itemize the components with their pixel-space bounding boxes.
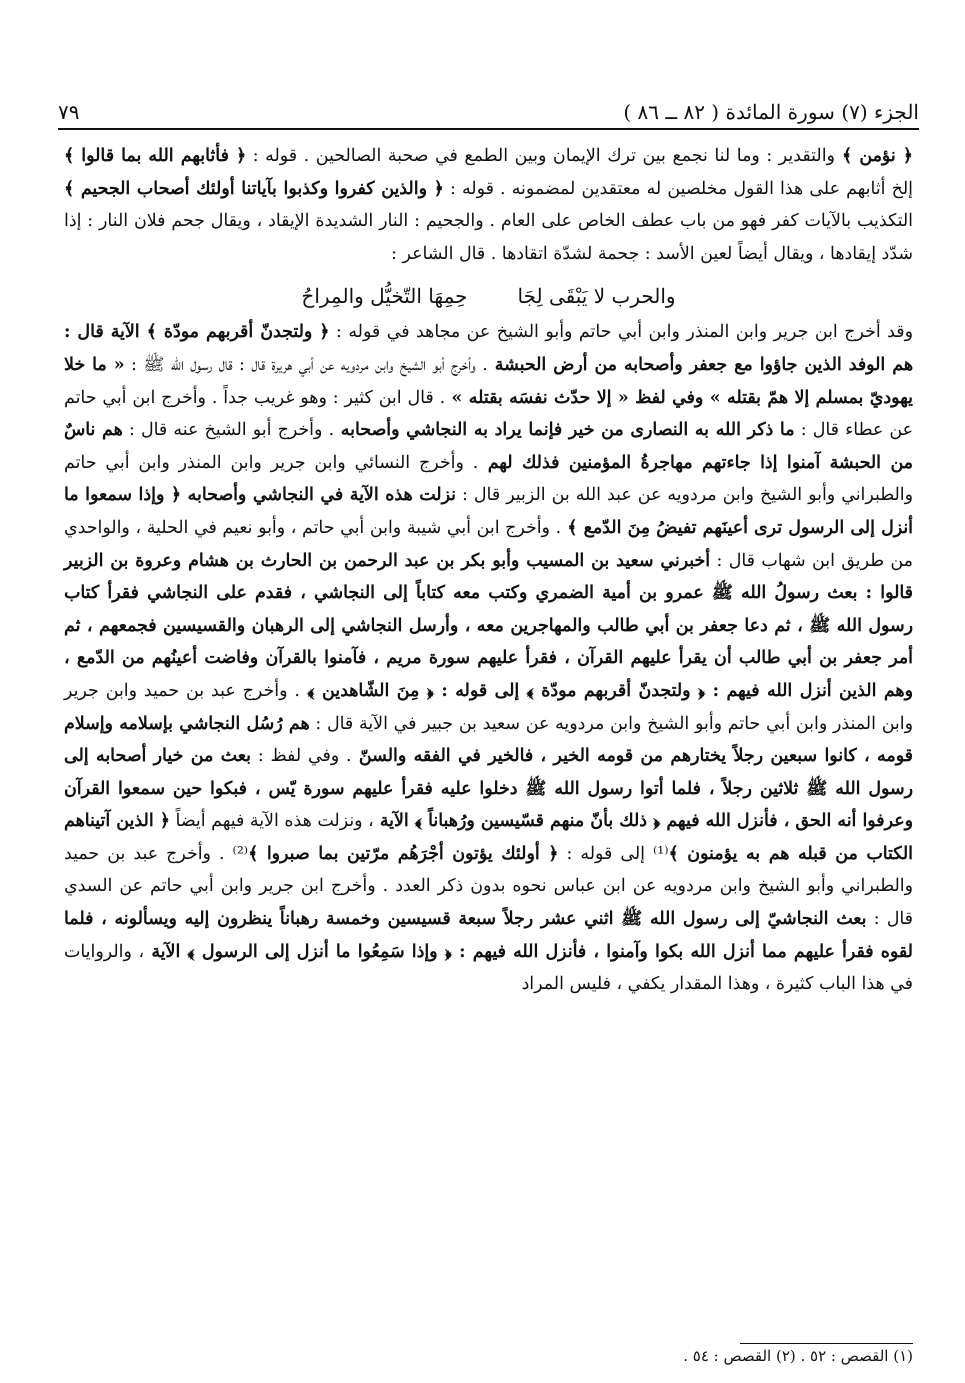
poetry-verse — [64, 276, 913, 316]
text-segment: إلخ أثابهم على هذا القول مخلصين له معتقدين لمضمونه . قوله : — [443, 178, 913, 199]
text-segment: ، والروايات في هذا الباب كثيرة ، وهذا المقدار يكفي ، فليس المراد — [64, 941, 913, 995]
paragraph-2 — [64, 316, 913, 1000]
header-rule — [58, 128, 919, 130]
bold-text-segment: ﴿ الذين آتيناهم الكتاب من قبله هم به يؤمنون ﴾ — [64, 811, 913, 864]
text-segment: التكذيب بالآيات كفر فهو من باب عطف الخاص على العام . والجحيم : النار الشديدة الإيقاد ، ويقال جحم فلان النار : إذا شدّد إيقادها ، ويقال أيضاً لعين الأسد : جحمة لشدّة اتقادها . قال الشاعر : — [64, 211, 913, 264]
page-number: ٧٩ — [58, 100, 80, 124]
verse-hemistich-2: حِمِهَا التّخيُّل والمِراحُ — [301, 284, 468, 309]
footnotes: (١) القصص : ٥٢ . (٢) القصص : ٥٤ . — [683, 1347, 913, 1365]
text-segment: . وفي لفظ : — [250, 746, 352, 767]
text-segment: . وأخرج عبد بن حميد والطبراني وأبو الشيخ وابن مردويه عن ابن عباس نحوه بدون ذكر العدد . وأخرج ابن جرير وابن أبي حاتم عن السدي قال : — [64, 843, 913, 930]
bold-text-segment: ﴿ نؤمن ﴾ — [834, 146, 913, 166]
bold-text-segment: هم ناسٌ من الحبشة آمنوا إذا جاءتهم مهاجرةُ المؤمنين فذلك لهم — [64, 420, 913, 473]
text-segment: ⁽²⁾ — [232, 843, 249, 864]
bold-text-segment: نزلت هذه الآية في النجاشي وأصحابه ﴿ وإذا سمعوا ما أنزل إلى الرسول ترى أعينَهم تفيضُ مِنَ الدّمع ﴾ — [64, 485, 913, 538]
page-header — [58, 92, 919, 124]
text-segment: إلى قوله : — [558, 843, 653, 864]
text-segment: . وأخرج عبد بن حميد وابن جرير وابن المنذر وابن أبي حاتم وأبو الشيخ وابن مردويه عن سعيد بن جبير في الآية قال : — [64, 680, 914, 734]
bold-text-segment: هم رُسُل النجاشي بإسلامه وإسلام قومه ، كانوا سبعين رجلاً يختارهم من قومه الخير ، فالخير في الفقه والسنّ — [64, 713, 913, 767]
text-segment: . وأخرج ابن أبي شيبة وابن أبي حاتم ، وأبو نعيم في الحلية ، والواحدي من طريق ابن شهاب قال : — [64, 517, 913, 571]
bold-text-segment: ﴿ أولئك يؤتون أجْرَهُم مرّتين بما صبروا ﴾ — [248, 843, 559, 864]
bold-text-segment: بعث النجاشيّ إلى رسول الله ﷺ اثني عشر رجلاً سبعة قسيسين وخمسة رهباناً ينظرون إليه ويسألونه ، فلما لقوه فقرأ عليهم مما أنزل الله بكوا وآمنوا ، فأنزل الله فيهم : ﴿ وإذا سَمِعُوا ما أنزل إلى الرسول ﴾ الآية — [64, 909, 913, 962]
verse-hemistich-1: والحرب لا يَبْقَى لِجَا — [517, 284, 676, 309]
text-segment: والتقدير : وما لنا نجمع بين ترك الإيمان وبين الطمع في صحبة الصالحين . قوله : — [246, 146, 835, 166]
running-title: الجزء (٧) سورة المائدة ( ٨٢ ــ ٨٦ ) — [623, 100, 919, 124]
bold-text-segment: ﴿ والذين كفروا وكذبوا بآياتنا أولئك أصحاب الجحيم ﴾ — [64, 178, 444, 199]
text-segment: وقد أخرج ابن جرير وابن المنذر وابن أبي حاتم وأبو الشيخ عن مجاهد في قوله : — [329, 322, 913, 343]
bold-text-segment: « ما خلا يهوديّ بمسلم إلا همّ بقتله » وفي لفظ « إلا حدّث نفسَه بقتله » — [64, 354, 913, 408]
text-segment: ، ونزلت هذه الآية فيهم أيضاً — [169, 811, 374, 832]
commentary-body — [64, 140, 913, 1001]
bold-text-segment: أخبرني سعيد بن المسيب وأبو بكر بن عبد الرحمن بن الحارث بن هشام وعروة بن الزبير قالوا : بعث رسولُ الله ﷺ عمرو بن أمية الضمري وكتب معه كتاباً إلى النجاشي ، فقدم على النجاشي فقرأ كتاب رسول الله ﷺ ، ثم دعا جعفر بن أبي طالب والمهاجرين معه ، وأرسل النجاشي إلى الرهبان والقسيسين فجمعهم ، ثم أمر جعفر بن أبي طالب أن يقرأ عليهم القرآن ، فقرأ عليهم سورة مريم ، فآمنوا بالقرآن وفاضت أعينُهم من الدّمع ، وهم الذين أنزل الله فيهم : ﴿ ولتجدنّ أقربهم مودّة ﴾ إلى قوله : ﴿ مِنَ الشّاهدين ﴾ — [64, 550, 913, 701]
footnote-rule — [740, 1343, 913, 1344]
bold-text-segment: ﴿ ولتجدنّ أقربهم مودّة ﴾ الآية قال : هم الوفد الذين جاؤوا مع جعفر وأصحابه من أرض الحبشة — [64, 322, 913, 375]
text-segment: . وأخرج أبو الشيخ وابن مردويه عن أبي هريرة قال : قال رسول الله ﷺ : — [124, 354, 488, 375]
bold-text-segment: بعث من خيار أصحابه إلى رسول الله ﷺ ثلاثين رجلاً ، فلما أتوا رسول الله ﷺ دخلوا عليه فقرأ عليهم سورة يّس ، فبكوا حين سمعوا القرآن وعرفوا أنه الحق ، فأنزل الله فيهم ﴿ ذلك بأنّ منهم قسّيسين ورُهباناً ﴾ الآية — [64, 746, 913, 832]
paragraph-1 — [64, 140, 913, 270]
bold-text-segment: ﴿ فأثابهم الله بما قالوا ﴾ — [64, 146, 247, 166]
text-segment: ⁽¹⁾ — [652, 843, 669, 864]
text-segment: . وأخرج النسائي وابن جرير وابن المنذر وابن أبي حاتم والطبراني وأبو الشيخ وابن مردويه عن عبد الله بن الزبير قال : — [64, 452, 913, 506]
bold-text-segment: ما ذكر الله به النصارى من خير فإنما يراد به النجاشي وأصحابه — [334, 420, 795, 441]
text-segment: . قال ابن كثير : وهو غريب جداً . وأخرج ابن أبي حاتم عن عطاء قال : — [64, 387, 914, 441]
text-segment: . وأخرج أبو الشيخ عنه قال : — [122, 420, 335, 441]
